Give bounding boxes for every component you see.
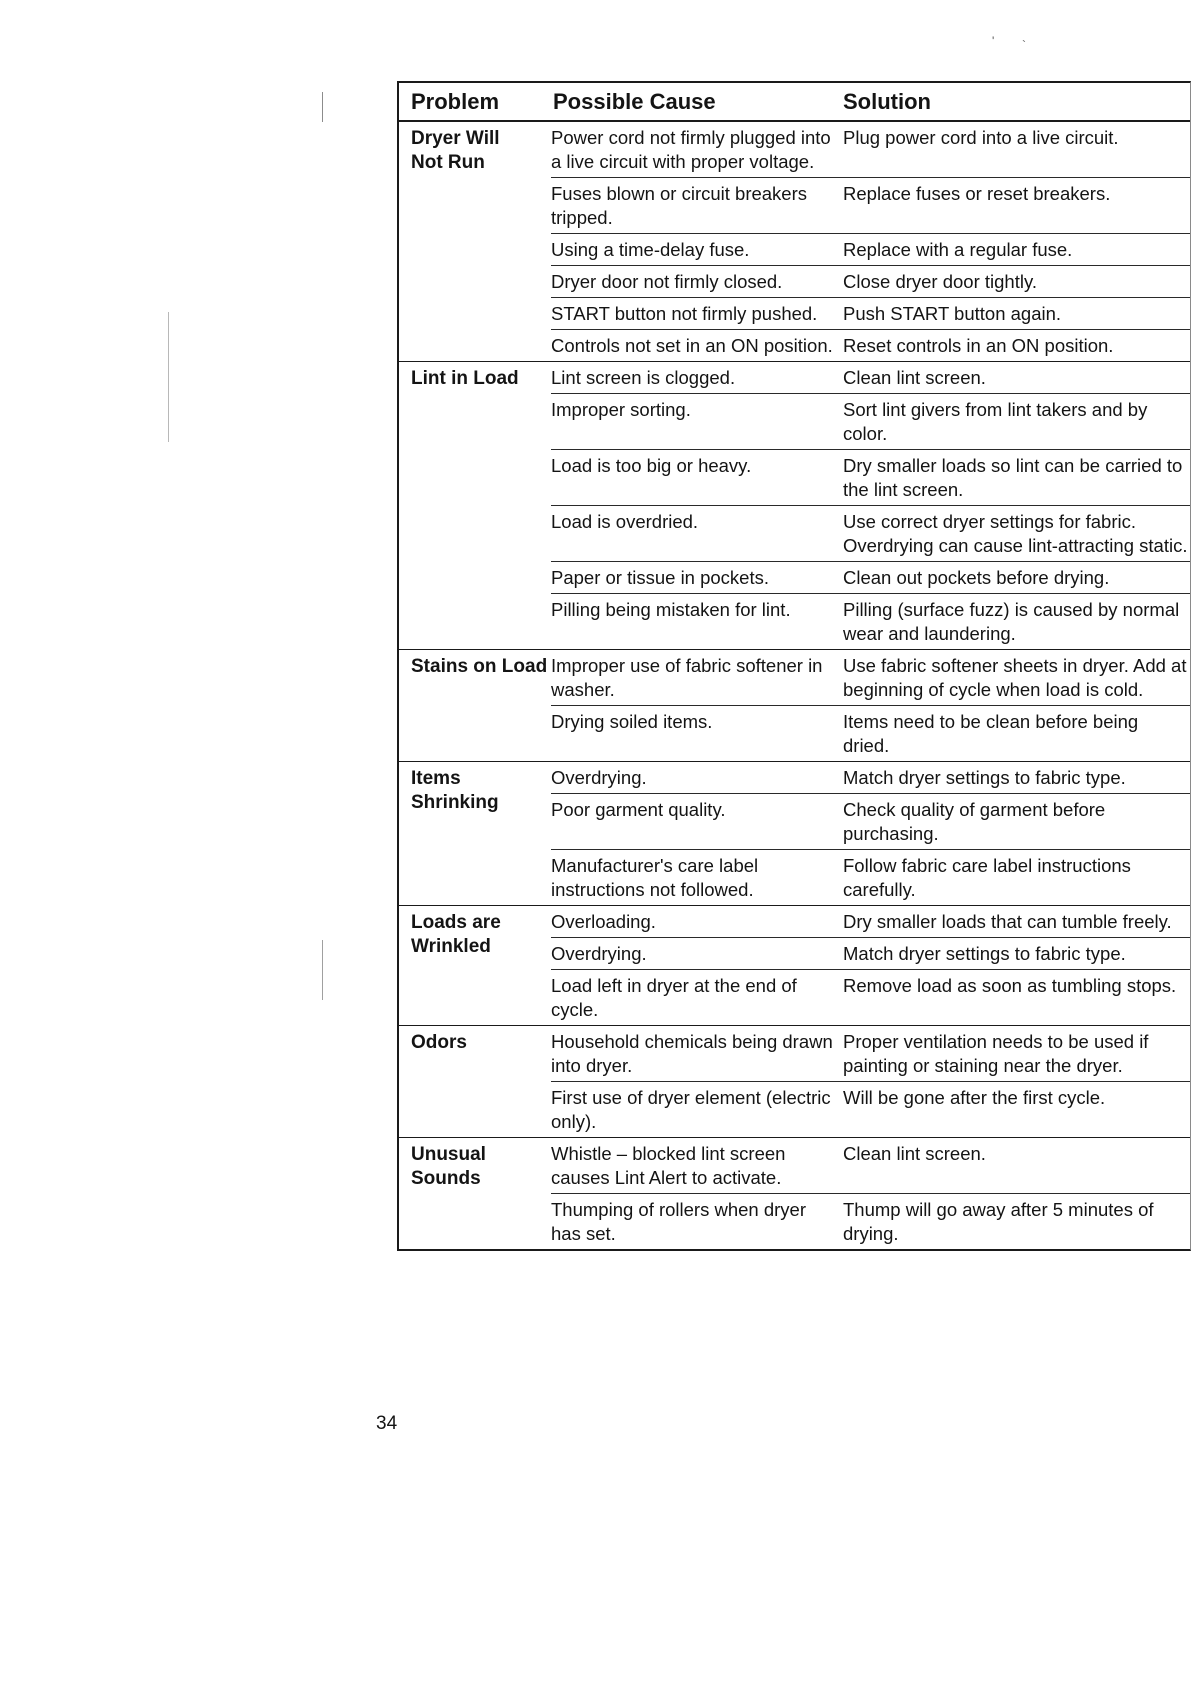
problem-group [399, 1026, 1190, 1138]
cause-solution-rows [551, 650, 1190, 761]
scan-speck: ` [1022, 38, 1026, 52]
table-row [551, 266, 1190, 298]
solution-cell: Clean out pockets before drying. [843, 567, 1110, 588]
solution-cell: Clean lint screen. [843, 367, 986, 388]
solution-cell: Plug power cord into a live circuit. [843, 127, 1119, 148]
table-header [399, 83, 1190, 122]
problem-group [399, 762, 1190, 906]
solution-cell: Check quality of garment before purchasing. [843, 799, 1106, 844]
table-row [551, 850, 1190, 905]
problem-group [399, 1138, 1190, 1249]
possible-cause-cell: Fuses blown or circuit breakers tripped. [551, 183, 808, 228]
problem-title: Stains on Load [411, 656, 548, 677]
table-row [551, 450, 1190, 506]
possible-cause-cell: Controls not set in an ON position. [551, 335, 833, 356]
cause-solution-rows [551, 362, 1190, 649]
table-row [551, 970, 1190, 1025]
solution-cell: Remove load as soon as tumbling stops. [843, 975, 1177, 996]
solution-cell: Close dryer door tightly. [843, 271, 1037, 292]
troubleshooting-table [397, 81, 1191, 1251]
possible-cause-cell: Load left in dryer at the end of cycle. [551, 975, 797, 1020]
possible-cause-cell: Dryer door not firmly closed. [551, 271, 783, 292]
table-row [551, 938, 1190, 970]
table-row [551, 906, 1190, 938]
solution-cell: Will be gone after the first cycle. [843, 1087, 1106, 1108]
table-row [551, 122, 1190, 178]
table-row [551, 234, 1190, 266]
possible-cause-cell: Using a time-delay fuse. [551, 239, 750, 260]
possible-cause-cell: First use of dryer element (electric only). [551, 1087, 831, 1132]
cause-solution-rows [551, 122, 1190, 361]
possible-cause-cell: Whistle – blocked lint screen causes Lint Alert to activate. [551, 1143, 786, 1188]
solution-cell: Replace fuses or reset breakers. [843, 183, 1111, 204]
table-row [551, 1138, 1190, 1194]
possible-cause-cell: Load is too big or heavy. [551, 455, 752, 476]
scan-margin-mark [322, 940, 323, 1000]
table-body [399, 122, 1190, 1249]
possible-cause-cell: Improper sorting. [551, 399, 691, 420]
possible-cause-cell: Improper use of fabric softener in washer. [551, 655, 823, 700]
table-row [551, 330, 1190, 361]
possible-cause-cell: Overdrying. [551, 943, 647, 964]
solution-cell: Dry smaller loads so lint can be carried to the lint screen. [843, 455, 1183, 500]
table-row [551, 506, 1190, 562]
possible-cause-cell: Paper or tissue in pockets. [551, 567, 769, 588]
solution-cell: Items need to be clean before being dried. [843, 711, 1139, 756]
scan-margin-mark [322, 92, 323, 122]
possible-cause-cell: Load is overdried. [551, 511, 699, 532]
solution-cell: Replace with a regular fuse. [843, 239, 1073, 260]
scan-margin-mark [168, 312, 169, 442]
table-row [551, 706, 1190, 761]
table-row [551, 762, 1190, 794]
possible-cause-cell: Poor garment quality. [551, 799, 726, 820]
possible-cause-cell: Overloading. [551, 911, 656, 932]
table-row [551, 394, 1190, 450]
possible-cause-cell: Household chemicals being drawn into dryer. [551, 1031, 833, 1076]
table-row [551, 594, 1190, 649]
cause-solution-rows [551, 1138, 1190, 1249]
table-row [551, 362, 1190, 394]
cause-solution-rows [551, 762, 1190, 905]
solution-cell: Pilling (surface fuzz) is caused by normal wear and laundering. [843, 599, 1180, 644]
table-row [551, 794, 1190, 850]
problem-group [399, 362, 1190, 650]
problem-title: Lint in Load [411, 368, 519, 389]
solution-cell: Thump will go away after 5 minutes of drying. [843, 1199, 1154, 1244]
possible-cause-cell: Drying soiled items. [551, 711, 713, 732]
problem-title: Items Shrinking [411, 768, 499, 813]
solution-cell: Reset controls in an ON position. [843, 335, 1114, 356]
problem-group [399, 906, 1190, 1026]
table-row [551, 298, 1190, 330]
solution-cell: Use correct dryer settings for fabric. Overdrying can cause lint-attracting static. [843, 511, 1188, 556]
table-row [551, 562, 1190, 594]
header-solution: Solution [843, 89, 931, 114]
possible-cause-cell: Pilling being mistaken for lint. [551, 599, 791, 620]
problem-title: Odors [411, 1032, 467, 1053]
solution-cell: Dry smaller loads that can tumble freely. [843, 911, 1172, 932]
solution-cell: Follow fabric care label instructions carefully. [843, 855, 1131, 900]
possible-cause-cell: Lint screen is clogged. [551, 367, 736, 388]
problem-title: Dryer Will Not Run [411, 128, 500, 173]
page-number: 34 [376, 1413, 398, 1434]
solution-cell: Match dryer settings to fabric type. [843, 767, 1126, 788]
solution-cell: Sort lint givers from lint takers and by color. [843, 399, 1148, 444]
header-possible-cause: Possible Cause [553, 89, 716, 114]
table-row [551, 650, 1190, 706]
problem-group [399, 122, 1190, 362]
scan-speck: ' [992, 34, 995, 48]
problem-title: Unusual Sounds [411, 1144, 486, 1189]
table-row [551, 1194, 1190, 1249]
table-row [551, 1082, 1190, 1137]
solution-cell: Push START button again. [843, 303, 1062, 324]
cause-solution-rows [551, 1026, 1190, 1137]
possible-cause-cell: START button not firmly pushed. [551, 303, 818, 324]
possible-cause-cell: Overdrying. [551, 767, 647, 788]
cause-solution-rows [551, 906, 1190, 1025]
table-frame [397, 81, 1191, 1251]
possible-cause-cell: Manufacturer's care label instructions not followed. [551, 855, 759, 900]
solution-cell: Proper ventilation needs to be used if painting or staining near the dryer. [843, 1031, 1149, 1076]
possible-cause-cell: Power cord not firmly plugged into a live circuit with proper voltage. [551, 127, 831, 172]
problem-title: Loads are Wrinkled [411, 912, 501, 957]
table-row [551, 1026, 1190, 1082]
problem-group [399, 650, 1190, 762]
header-problem: Problem [411, 89, 500, 114]
table-row [551, 178, 1190, 234]
solution-cell: Use fabric softener sheets in dryer. Add at beginning of cycle when load is cold. [843, 655, 1187, 700]
possible-cause-cell: Thumping of rollers when dryer has set. [551, 1199, 806, 1244]
solution-cell: Match dryer settings to fabric type. [843, 943, 1126, 964]
solution-cell: Clean lint screen. [843, 1143, 986, 1164]
